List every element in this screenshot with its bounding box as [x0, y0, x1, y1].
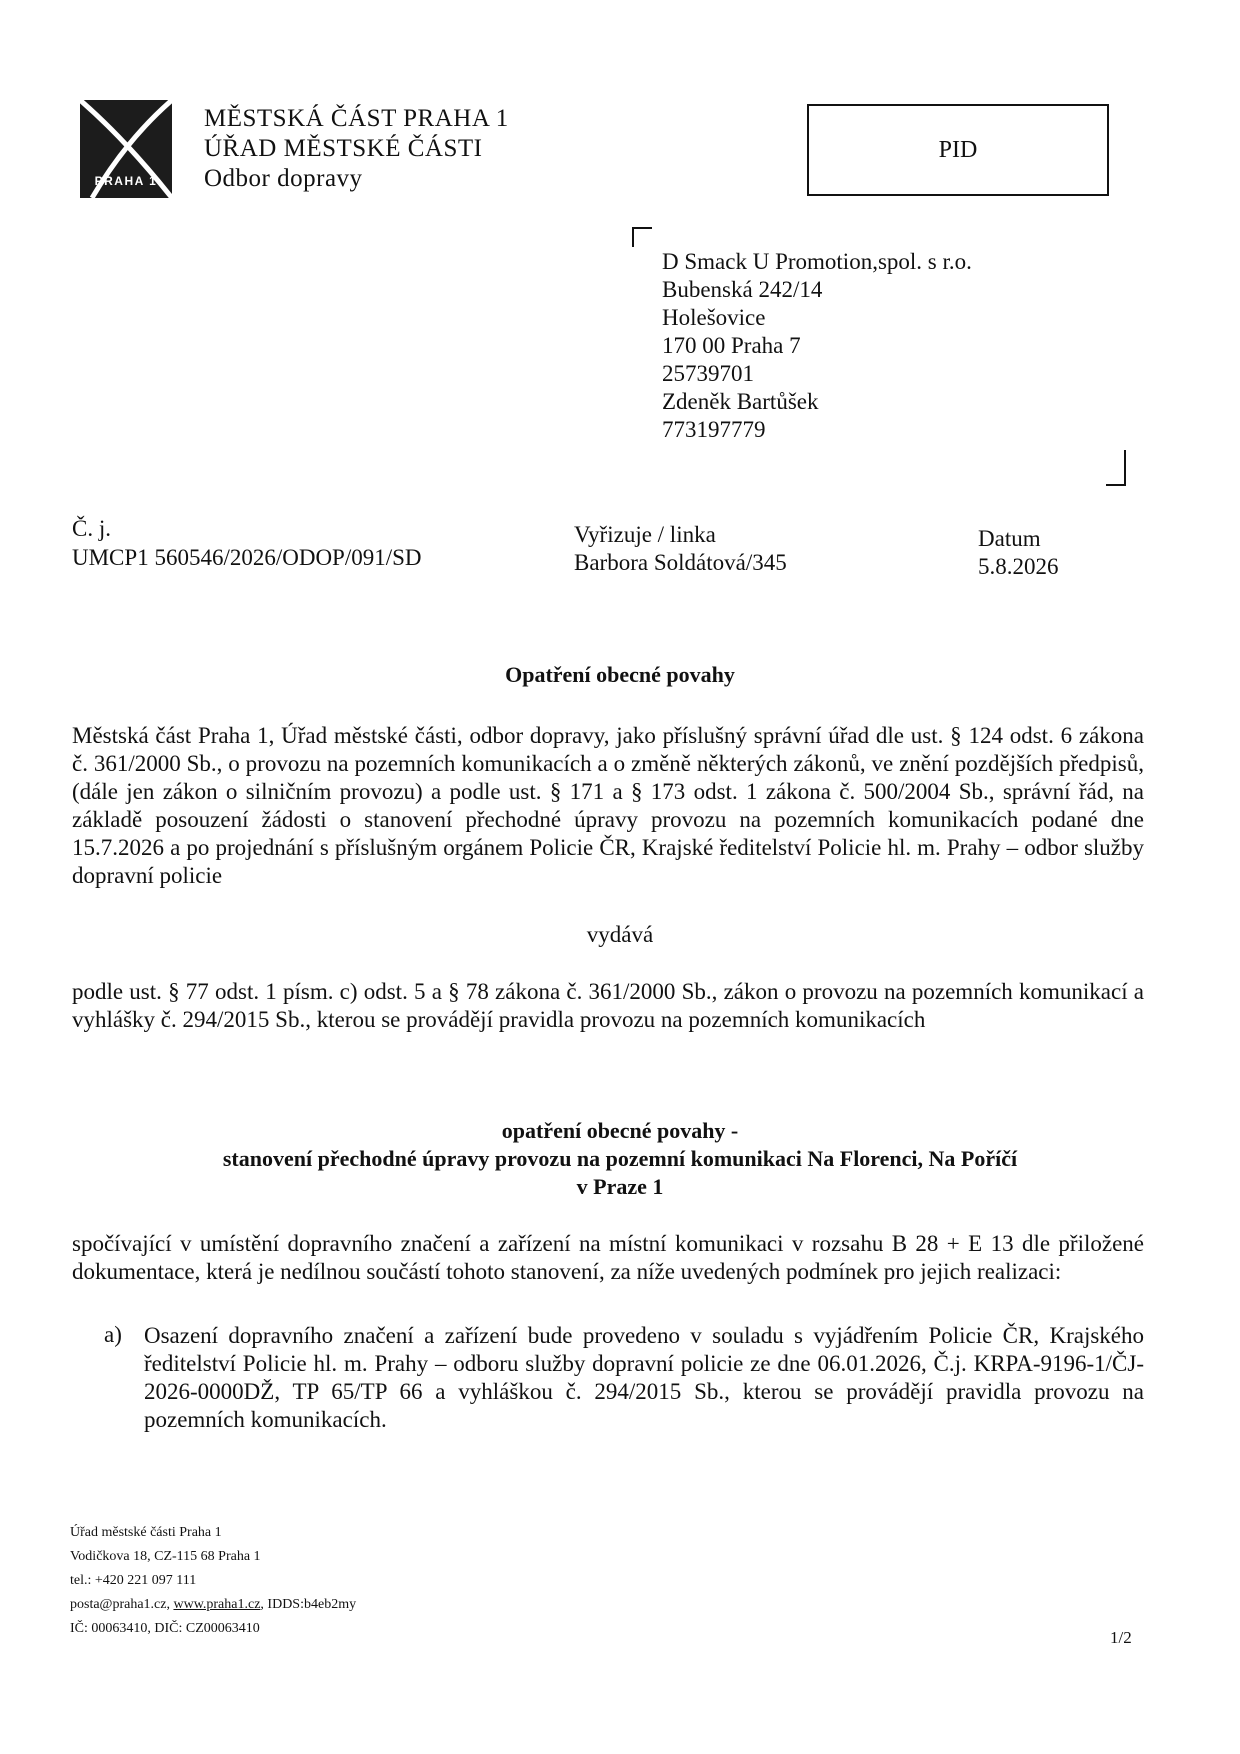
date-value: 5.8.2026	[978, 554, 1059, 579]
footer-office: Úřad městské části Praha 1	[70, 1525, 222, 1540]
issues-line: vydává	[586, 922, 654, 947]
footer-address: Vodičkova 18, CZ-115 68 Praha 1	[70, 1549, 261, 1564]
intro-paragraph: Městská část Praha 1, Úřad městské části, odbor dopravy, jako příslušný správní úřad dle ust. § 124 odst. 6 zákona č. 361/2000 Sb., o provozu na pozemních komunikacích a o změně některých zákonů, ve znění pozdějších předpisů, (dále jen zákon o silničním provozu) a podle ust. § 171 a § 173 odst. 1 zákona č. 500/2004 Sb., správní řád, na základě posouzení žádosti o stanovení přechodné úpravy provozu na pozemních komunikacích podané dne 15.7.2026 a po projednání s příslušným orgánem Policie ČR, Krajské ředitelství Policie hl. m. Prahy – odbor služby dopravní policie	[72, 723, 1144, 888]
handler-value: Barbora Soldátová/345	[574, 550, 787, 575]
header-line-department: Odbor dopravy	[204, 165, 363, 192]
recipient-city: 170 00 Praha 7	[662, 333, 801, 358]
recipient-contact: Zdeněk Bartůšek	[662, 389, 819, 414]
footer-ids: IČ: 00063410, DIČ: CZ00063410	[70, 1621, 260, 1636]
condition-a-marker: a)	[104, 1322, 122, 1347]
footer-phone: tel.: +420 221 097 111	[70, 1573, 197, 1588]
document-title: Opatření obecné povahy	[505, 662, 735, 687]
scope-paragraph: spočívající v umístění dopravního značení a zařízení na místní komunikaci v rozsahu B 28 + E 13 dle přiložené dokumentace, která je nedílnou součástí tohoto stanovení, za níže uvedených podmínek pro jejich realizaci:	[72, 1231, 1144, 1284]
decision-title: opatření obecné povahy -	[501, 1118, 739, 1143]
pid-box	[807, 104, 1109, 196]
decision-subject: stanovení přechodné úpravy provozu na pozemní komunikaci Na Florenci, Na Poříčí	[222, 1146, 1018, 1171]
header-line-office: ÚŘAD MĚSTSKÉ ČÁSTI	[204, 135, 483, 162]
header-line-district: MĚSTSKÁ ČÁST PRAHA 1	[204, 105, 509, 132]
footer-contacts	[70, 1594, 356, 1616]
recipient-phone: 773197779	[662, 417, 766, 442]
decision-location: v Praze 1	[576, 1174, 664, 1199]
recipient-company: D Smack U Promotion,spol. s r.o.	[662, 249, 972, 274]
footer-website-link[interactable]: www.praha1.cz	[173, 1597, 261, 1612]
praha1-logo	[80, 100, 172, 198]
address-bracket-bottom-right	[1106, 450, 1126, 486]
condition-a: Osazení dopravního značení a zařízení bude provedeno v souladu s vyjádřením Policie ČR, Krajského ředitelství Policie hl. m. Prahy – odboru služby dopravní policie ze dne 06.01.2026, Č.j. KRPA-9196-1/ČJ-2026-0000DŽ, TP 65/TP 66 a vyhláškou č. 294/2015 Sb., kterou se provádějí pravidla provozu na pozemních komunikacích.	[144, 1323, 1144, 1432]
recipient-street: Bubenská 242/14	[662, 277, 823, 302]
handler-label: Vyřizuje / linka	[574, 522, 716, 547]
address-bracket-top-left	[632, 227, 652, 247]
footer-email[interactable]: posta@praha1.cz,	[70, 1597, 170, 1612]
reference-value: UMCP1 560546/2026/ODOP/091/SD	[72, 545, 422, 570]
logo-text: PRAHA 1	[94, 174, 158, 188]
pid-label: PID	[938, 136, 978, 163]
reference-label: Č. j.	[72, 516, 111, 541]
recipient-district: Holešovice	[662, 305, 766, 330]
page-number: 1/2	[1110, 1628, 1132, 1647]
footer-idds: , IDDS:b4eb2my	[260, 1597, 357, 1612]
date-label: Datum	[978, 526, 1041, 551]
legal-basis-paragraph: podle ust. § 77 odst. 1 písm. c) odst. 5 a § 78 zákona č. 361/2000 Sb., zákon o provozu na pozemních komunikací a vyhlášky č. 294/2015 Sb., kterou se provádějí pravidla provozu na pozemních komunikacích	[72, 979, 1144, 1032]
recipient-id: 25739701	[662, 361, 754, 386]
